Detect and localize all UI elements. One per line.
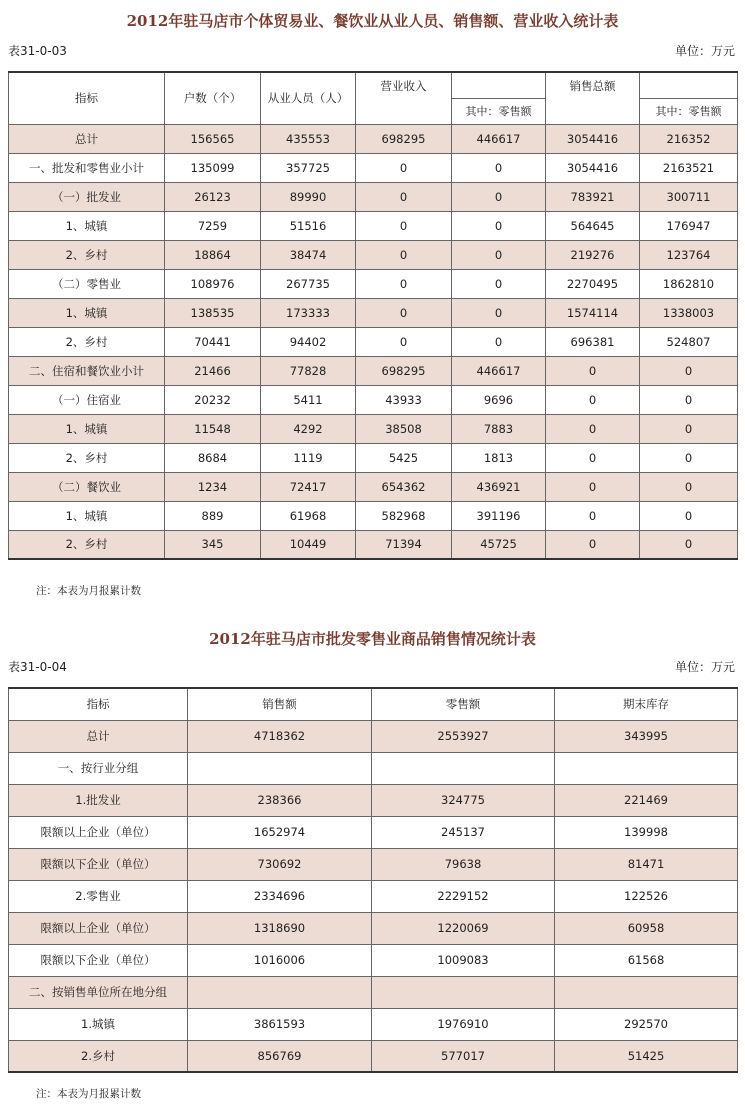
cell-value: 79638 [372,848,555,880]
cell-value: 0 [356,269,452,298]
cell-value: 94402 [261,327,356,356]
table-row [9,385,738,414]
cell-value: 0 [640,356,738,385]
cell-value: 0 [452,269,546,298]
row-label: 2、乡村 [9,530,165,559]
row-label: 1.批发业 [9,784,188,816]
header-revenue-spacer [452,72,546,98]
t2-header-retail: 零售额 [372,688,555,720]
cell-value: 2229152 [372,880,555,912]
cell-value: 292570 [555,1008,738,1040]
cell-value: 300711 [640,182,738,211]
row-label: 2、乡村 [9,327,165,356]
table-row [9,530,738,559]
cell-value: 0 [452,327,546,356]
row-label: 2.乡村 [9,1040,188,1072]
cell-value: 21466 [165,356,261,385]
row-label: 限额以上企业（单位） [9,816,188,848]
cell-value: 38474 [261,240,356,269]
cell-value: 0 [356,327,452,356]
cell-value: 267735 [261,269,356,298]
cell-value: 654362 [356,472,452,501]
table-row [9,240,738,269]
cell-value: 138535 [165,298,261,327]
cell-value: 51425 [555,1040,738,1072]
row-label: 一、按行业分组 [9,752,188,784]
table-row [9,356,738,385]
cell-value: 60958 [555,912,738,944]
cell-value: 10449 [261,530,356,559]
cell-value: 108976 [165,269,261,298]
cell-value: 0 [546,414,640,443]
cell-value: 0 [546,501,640,530]
header-sales-total: 销售总额 [546,72,640,98]
cell-value: 0 [640,385,738,414]
cell-value: 345 [165,530,261,559]
table2-note: 注：本表为月报累计数 [36,1088,141,1100]
header-employees: 从业人员（人） [261,72,356,124]
table1-unit: 单位：万元 [674,44,735,58]
cell-value: 1976910 [372,1008,555,1040]
cell-value: 70441 [165,327,261,356]
cell-value: 9696 [452,385,546,414]
cell-value: 1574114 [546,298,640,327]
cell-value: 1813 [452,443,546,472]
table-row [9,976,738,1008]
header-sales-blank [546,98,640,124]
cell-value: 2270495 [546,269,640,298]
cell-value: 524807 [640,327,738,356]
cell-value: 176947 [640,211,738,240]
cell-value: 8684 [165,443,261,472]
table-row [9,912,738,944]
cell-value: 2553927 [372,720,555,752]
cell-value: 0 [356,240,452,269]
cell-value: 123764 [640,240,738,269]
cell-value: 18864 [165,240,261,269]
header-sales-retail: 其中：零售额 [640,98,738,124]
table-row [9,501,738,530]
table-row [9,124,738,153]
row-label: 1、城镇 [9,211,165,240]
cell-value [555,752,738,784]
cell-value [372,976,555,1008]
row-label: 一、批发和零售业小计 [9,153,165,182]
cell-value: 0 [356,182,452,211]
row-label: 总计 [9,720,188,752]
cell-value: 436921 [452,472,546,501]
cell-value: 135099 [165,153,261,182]
header-revenue-retail: 其中：零售额 [452,98,546,124]
cell-value: 577017 [372,1040,555,1072]
cell-value: 698295 [356,124,452,153]
cell-value: 89990 [261,182,356,211]
cell-value: 0 [546,385,640,414]
cell-value: 889 [165,501,261,530]
table1 [8,71,738,560]
cell-value: 173333 [261,298,356,327]
cell-value: 0 [546,472,640,501]
cell-value: 5425 [356,443,452,472]
row-label: 1、城镇 [9,414,165,443]
cell-value: 1234 [165,472,261,501]
cell-value: 2163521 [640,153,738,182]
cell-value: 26123 [165,182,261,211]
table-row [9,720,738,752]
cell-value: 582968 [356,501,452,530]
cell-value: 219276 [546,240,640,269]
t2-header-inventory: 期末库存 [555,688,738,720]
cell-value: 564645 [546,211,640,240]
cell-value: 122526 [555,880,738,912]
cell-value: 139998 [555,816,738,848]
cell-value: 77828 [261,356,356,385]
row-label: 1、城镇 [9,501,165,530]
row-label: 限额以下企业（单位） [9,848,188,880]
cell-value: 2334696 [188,880,372,912]
row-label: 1.城镇 [9,1008,188,1040]
cell-value: 216352 [640,124,738,153]
table-row [9,182,738,211]
row-label: 1、城镇 [9,298,165,327]
cell-value: 0 [356,153,452,182]
table1-note: 注：本表为月报累计数 [36,585,141,597]
row-label: （一）住宿业 [9,385,165,414]
cell-value: 5411 [261,385,356,414]
table-row [9,784,738,816]
cell-value: 783921 [546,182,640,211]
cell-value: 3054416 [546,153,640,182]
cell-value: 238366 [188,784,372,816]
cell-value: 45725 [452,530,546,559]
cell-value: 0 [452,298,546,327]
t2-header-sales: 销售额 [188,688,372,720]
cell-value: 61568 [555,944,738,976]
row-label: 限额以上企业（单位） [9,912,188,944]
cell-value: 0 [546,530,640,559]
cell-value: 0 [452,211,546,240]
cell-value [555,976,738,1008]
table-row [9,298,738,327]
cell-value [372,752,555,784]
table-row [9,269,738,298]
cell-value: 391196 [452,501,546,530]
cell-value: 357725 [261,153,356,182]
cell-value: 3054416 [546,124,640,153]
cell-value: 7883 [452,414,546,443]
row-label: 限额以下企业（单位） [9,944,188,976]
cell-value: 43933 [356,385,452,414]
table-row [9,153,738,182]
table-row [9,816,738,848]
header-households: 户数（个） [165,72,261,124]
cell-value: 245137 [372,816,555,848]
cell-value: 11548 [165,414,261,443]
cell-value: 1338003 [640,298,738,327]
cell-value: 1119 [261,443,356,472]
t2-header-indicator: 指标 [9,688,188,720]
row-label: （二）餐饮业 [9,472,165,501]
table-row [9,880,738,912]
cell-value: 0 [452,153,546,182]
cell-value [188,752,372,784]
cell-value: 0 [452,182,546,211]
cell-value: 51516 [261,211,356,240]
table2-number: 表31-0-04 [8,660,67,674]
cell-value: 1652974 [188,816,372,848]
row-label: 二、住宿和餐饮业小计 [9,356,165,385]
cell-value: 71394 [356,530,452,559]
cell-value: 696381 [546,327,640,356]
table-row [9,848,738,880]
table2 [8,687,738,1073]
cell-value: 1220069 [372,912,555,944]
cell-value: 446617 [452,356,546,385]
row-label: 2、乡村 [9,443,165,472]
table-row [9,944,738,976]
cell-value: 0 [546,356,640,385]
cell-value: 0 [640,530,738,559]
cell-value: 81471 [555,848,738,880]
row-label: 二、按销售单位所在地分组 [9,976,188,1008]
cell-value: 7259 [165,211,261,240]
cell-value: 435553 [261,124,356,153]
cell-value: 0 [452,240,546,269]
row-label: 2.零售业 [9,880,188,912]
table-row [9,327,738,356]
table-row [9,472,738,501]
row-label: （一）批发业 [9,182,165,211]
cell-value: 0 [356,211,452,240]
cell-value: 1009083 [372,944,555,976]
cell-value: 0 [640,443,738,472]
cell-value: 20232 [165,385,261,414]
cell-value [188,976,372,1008]
header-revenue: 营业收入 [356,72,452,98]
cell-value: 324775 [372,784,555,816]
table2-title: 2012年驻马店市批发零售业商品销售情况统计表 [209,630,536,648]
cell-value: 0 [356,298,452,327]
cell-value: 38508 [356,414,452,443]
cell-value: 1862810 [640,269,738,298]
row-label: 总计 [9,124,165,153]
row-label: （二）零售业 [9,269,165,298]
table-row [9,1040,738,1072]
table-row [9,1008,738,1040]
cell-value: 61968 [261,501,356,530]
header-revenue-blank [356,98,452,124]
table-row [9,211,738,240]
cell-value: 72417 [261,472,356,501]
cell-value: 4292 [261,414,356,443]
table-row [9,443,738,472]
cell-value: 0 [640,414,738,443]
table2-unit: 单位：万元 [674,660,735,674]
table1-title: 2012年驻马店市个体贸易业、餐饮业从业人员、销售额、营业收入统计表 [126,12,619,30]
cell-value: 4718362 [188,720,372,752]
cell-value: 1016006 [188,944,372,976]
row-label: 2、乡村 [9,240,165,269]
header-sales-spacer [640,72,738,98]
cell-value: 156565 [165,124,261,153]
cell-value: 0 [640,501,738,530]
cell-value: 698295 [356,356,452,385]
cell-value: 730692 [188,848,372,880]
cell-value: 1318690 [188,912,372,944]
cell-value: 343995 [555,720,738,752]
table-row [9,414,738,443]
cell-value: 3861593 [188,1008,372,1040]
table1-number: 表31-0-03 [8,44,67,58]
cell-value: 0 [546,443,640,472]
header-indicator: 指标 [9,72,165,124]
cell-value: 221469 [555,784,738,816]
cell-value: 0 [640,472,738,501]
cell-value: 856769 [188,1040,372,1072]
table-row [9,752,738,784]
cell-value: 446617 [452,124,546,153]
